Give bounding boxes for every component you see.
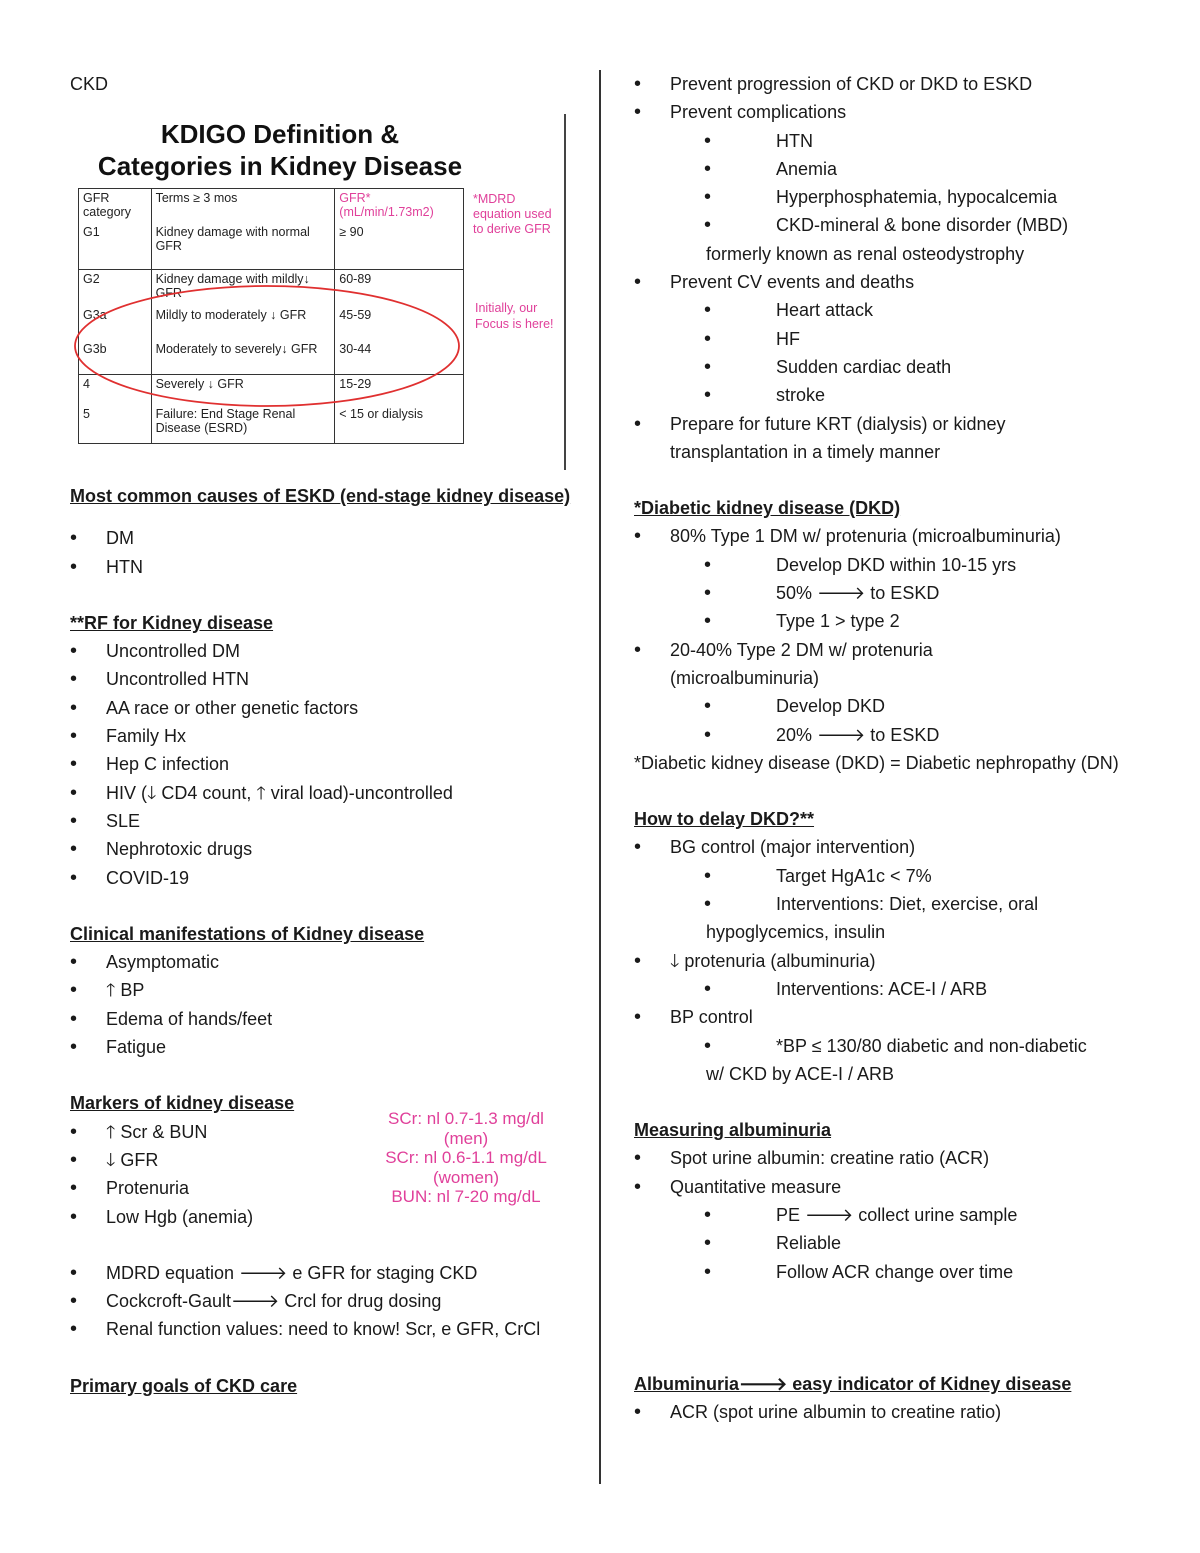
delay-list-3 bbox=[634, 1003, 1154, 1031]
list-item: • Interventions: ACE-I / ARB bbox=[634, 975, 1154, 1003]
delay-list bbox=[634, 833, 1154, 861]
mdrd-note: *MDRD equation used to derive GFR bbox=[473, 192, 552, 236]
list-item: • Sudden cardiac death bbox=[634, 353, 1154, 381]
header-terms: Terms ≥ 3 mos bbox=[151, 189, 335, 224]
list-item: • CKD-mineral & bone disorder (MBD) bbox=[634, 211, 1154, 239]
dkd-definition: *Diabetic kidney disease (DKD) = Diabetic nephropathy (DN) bbox=[634, 752, 1119, 773]
list-item: • HF bbox=[634, 325, 1154, 353]
dkd-heading: *Diabetic kidney disease (DKD) bbox=[634, 498, 901, 519]
cell-gfr: 15-29 bbox=[335, 375, 464, 406]
albuminuria-list bbox=[634, 1398, 1154, 1426]
delay-bg-wrap: hypoglycemics, insulin bbox=[706, 922, 886, 943]
list-item: • AA race or other genetic factors bbox=[70, 694, 575, 722]
list-item: • Heart attack bbox=[634, 296, 1154, 324]
ref-line: SCr: nl 0.7-1.3 mg/dl bbox=[388, 1109, 544, 1129]
cv-list bbox=[634, 296, 1154, 409]
list-item: • 🡑 Scr & BUN bbox=[70, 1118, 575, 1146]
delay-bg-sub bbox=[634, 862, 1154, 919]
causes-heading: Most common causes of ESKD (end-stage kidney disease) bbox=[70, 486, 571, 506]
reference-values bbox=[366, 1109, 566, 1207]
kdigo-title-line1: KDIGO Definition & bbox=[160, 119, 400, 149]
list-item: • 50% 🡒 to ESKD bbox=[634, 579, 1154, 607]
list-item: • Quantitative measure bbox=[634, 1173, 1154, 1201]
measuring-heading: Measuring albuminuria bbox=[634, 1120, 832, 1141]
cell-term: Failure: End Stage Renal Disease (ESRD) bbox=[151, 405, 335, 444]
ref-line: (men) bbox=[443, 1128, 489, 1148]
left-column bbox=[70, 70, 575, 1400]
list-item: • DM bbox=[70, 524, 575, 552]
list-item: • BP control bbox=[634, 1003, 1154, 1031]
list-item: • 🡓 GFR bbox=[70, 1146, 575, 1174]
goals-list-2 bbox=[634, 268, 1154, 296]
cell-term: Mildly to moderately ↓ GFR bbox=[151, 306, 335, 340]
list-item: • 🡓 protenuria (albuminuria) bbox=[634, 947, 1154, 975]
cell-cat: G1 bbox=[79, 223, 152, 270]
list-item: • 🡑 BP bbox=[70, 976, 575, 1004]
dkd-t1-sub bbox=[634, 551, 1154, 636]
cell-term: Moderately to severely↓ GFR bbox=[151, 340, 335, 375]
clinical-list bbox=[70, 948, 575, 1061]
list-item: • Prevent progression of CKD or DKD to ESKD bbox=[634, 70, 1154, 98]
kdigo-table bbox=[78, 188, 464, 444]
goals-list bbox=[634, 70, 1154, 127]
column-divider bbox=[599, 70, 601, 1484]
list-item: • HTN bbox=[634, 127, 1154, 155]
cell-term: Kidney damage with mildly↓ GFR bbox=[151, 270, 335, 307]
goals-heading: Primary goals of CKD care bbox=[70, 1375, 298, 1396]
list-item: • Prevent CV events and deaths bbox=[634, 268, 1154, 296]
delay-bp-sub bbox=[634, 1032, 1154, 1060]
table-row bbox=[79, 306, 464, 340]
delay-heading: How to delay DKD?** bbox=[634, 809, 815, 830]
list-item: • Spot urine albumin: creatine ratio (ACR) bbox=[634, 1144, 1154, 1172]
focus-note: Initially, our Focus is here! bbox=[475, 301, 554, 331]
figure-rule bbox=[564, 114, 566, 470]
cell-cat: G3a bbox=[79, 306, 152, 340]
measuring-sub bbox=[634, 1201, 1154, 1286]
list-item: • *BP ≤ 130/80 diabetic and non-diabetic bbox=[634, 1032, 1154, 1060]
header-gfr-category: GFR category bbox=[79, 189, 152, 224]
list-item: • 20-40% Type 2 DM w/ protenuria (microalbuminuria) bbox=[634, 636, 1000, 693]
complications-wrap: formerly known as renal osteodystrophy bbox=[706, 243, 1025, 264]
delay-bp-wrap: w/ CKD by ACE-I / ARB bbox=[706, 1063, 895, 1084]
table-row bbox=[79, 340, 464, 375]
delay-prot-sub bbox=[634, 975, 1154, 1003]
list-item: • Hyperphosphatemia, hypocalcemia bbox=[634, 183, 1154, 211]
rf-heading: **RF for Kidney disease bbox=[70, 612, 274, 633]
cell-gfr: < 15 or dialysis bbox=[335, 405, 464, 444]
list-item: • Follow ACR change over time bbox=[634, 1258, 1154, 1286]
kdigo-title-line2: Categories in Kidney Disease bbox=[97, 151, 463, 181]
cell-term: Kidney damage with normal GFR bbox=[151, 223, 335, 270]
delay-list-2 bbox=[634, 947, 1154, 975]
list-item: • Hep C infection bbox=[70, 750, 575, 778]
list-item: • BG control (major intervention) bbox=[634, 833, 1154, 861]
rf-list bbox=[70, 637, 575, 892]
table-row bbox=[79, 270, 464, 307]
list-item: • ACR (spot urine albumin to creatine ratio) bbox=[634, 1398, 1154, 1426]
cell-gfr: 30-44 bbox=[335, 340, 464, 375]
markers-heading: Markers of kidney disease bbox=[70, 1093, 295, 1114]
table-row bbox=[79, 189, 464, 224]
list-item: • Develop DKD bbox=[634, 692, 1154, 720]
measuring-list bbox=[634, 1144, 1154, 1201]
ref-line: SCr: nl 0.6-1.1 mg/dL bbox=[385, 1148, 547, 1168]
list-item: • 20% 🡒 to ESKD bbox=[634, 721, 1154, 749]
list-item: • COVID-19 bbox=[70, 864, 575, 892]
table-row bbox=[79, 405, 464, 444]
list-item: • Renal function values: need to know! Scr, e GFR, CrCl bbox=[70, 1315, 575, 1343]
albuminuria-heading: Albuminuria🡒 easy indicator of Kidney disease bbox=[634, 1373, 1072, 1394]
ref-line: BUN: nl 7-20 mg/dL bbox=[391, 1187, 541, 1207]
list-item: • Uncontrolled DM bbox=[70, 637, 575, 665]
cell-gfr: ≥ 90 bbox=[335, 223, 464, 270]
list-item: • Interventions: Diet, exercise, oral bbox=[634, 890, 1154, 918]
dkd-t2-sub bbox=[634, 692, 1154, 749]
cell-cat: 5 bbox=[79, 405, 152, 444]
list-item: • Cockcroft-Gault🡒 Crcl for drug dosing bbox=[70, 1287, 575, 1315]
markers-section bbox=[70, 1089, 575, 1230]
dkd-list-2 bbox=[634, 636, 1154, 693]
cell-gfr: 45-59 bbox=[335, 306, 464, 340]
list-item: • Prepare for future KRT (dialysis) or kidney transplantation in a timely manner bbox=[634, 410, 1070, 467]
ref-line: (women) bbox=[432, 1167, 500, 1187]
list-item: • Nephrotoxic drugs bbox=[70, 835, 575, 863]
list-item: • Uncontrolled HTN bbox=[70, 665, 575, 693]
cell-cat: G2 bbox=[79, 270, 152, 307]
header-gfr: GFR* (mL/min/1.73m2) bbox=[335, 189, 464, 224]
list-item: • HTN bbox=[70, 553, 575, 581]
list-item: • Low Hgb (anemia) bbox=[70, 1203, 575, 1231]
cell-cat: 4 bbox=[79, 375, 152, 406]
page-title: CKD bbox=[70, 74, 109, 94]
list-item: • Develop DKD within 10-15 yrs bbox=[634, 551, 1154, 579]
goals-list-3 bbox=[634, 410, 1154, 467]
list-item: • Reliable bbox=[634, 1229, 1154, 1257]
kdigo-title bbox=[70, 118, 490, 182]
table-row bbox=[79, 223, 464, 270]
kdigo-figure bbox=[70, 70, 575, 470]
list-item: • 80% Type 1 DM w/ protenuria (microalbuminuria) bbox=[634, 522, 1154, 550]
list-item: • SLE bbox=[70, 807, 575, 835]
dkd-list bbox=[634, 522, 1154, 550]
cell-gfr: 60-89 bbox=[335, 270, 464, 307]
list-item: • HIV (🡓 CD4 count, 🡑 viral load)-uncontrolled bbox=[70, 779, 575, 807]
list-item: • Type 1 > type 2 bbox=[634, 607, 1154, 635]
list-item: • stroke bbox=[634, 381, 1154, 409]
list-item: • Edema of hands/feet bbox=[70, 1005, 575, 1033]
list-item: • Asymptomatic bbox=[70, 948, 575, 976]
list-item: • Fatigue bbox=[70, 1033, 575, 1061]
equations-list bbox=[70, 1259, 575, 1344]
list-item: • Target HgA1c < 7% bbox=[634, 862, 1154, 890]
table-row bbox=[79, 375, 464, 406]
list-item: • Prevent complications bbox=[634, 98, 1154, 126]
complications-list bbox=[634, 127, 1154, 240]
list-item: • Anemia bbox=[634, 155, 1154, 183]
causes-list bbox=[70, 524, 575, 581]
cell-cat: G3b bbox=[79, 340, 152, 375]
right-column bbox=[634, 70, 1154, 1426]
list-item: • Protenuria bbox=[70, 1174, 575, 1202]
cell-term: Severely ↓ GFR bbox=[151, 375, 335, 406]
list-item: • PE 🡒 collect urine sample bbox=[634, 1201, 1154, 1229]
list-item: • Family Hx bbox=[70, 722, 575, 750]
clinical-heading: Clinical manifestations of Kidney disease bbox=[70, 923, 425, 944]
list-item: • MDRD equation 🡒 e GFR for staging CKD bbox=[70, 1259, 575, 1287]
